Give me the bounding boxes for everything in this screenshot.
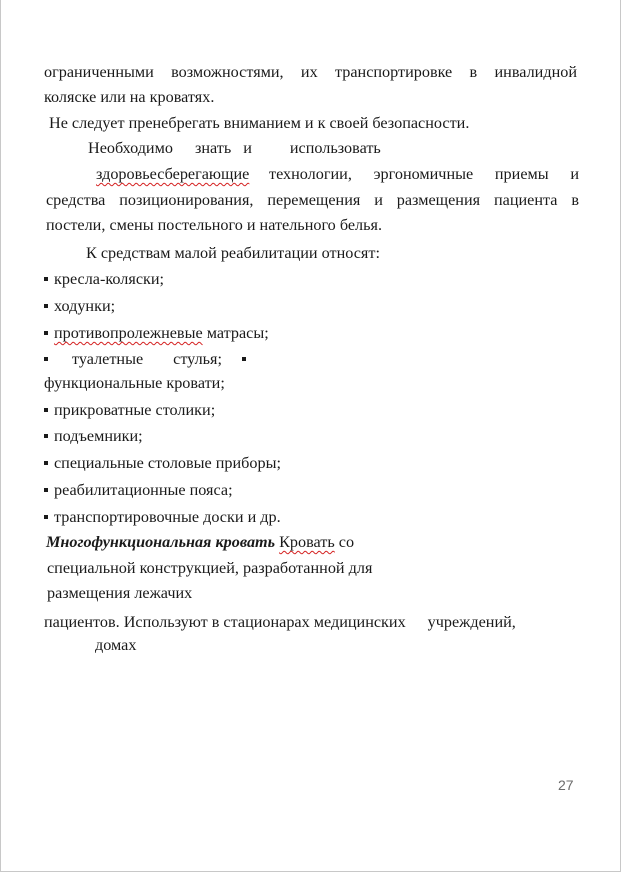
text-fragment: учреждений, xyxy=(427,613,516,631)
text-fragment: со xyxy=(334,533,355,551)
bullet-icon xyxy=(44,331,48,335)
bullet-icon xyxy=(44,515,48,519)
text-fragment: технологии, эргономичные приемы и xyxy=(269,165,579,183)
paragraph-line: коляске или на кроватях. xyxy=(44,88,215,106)
list-item-text: туалетные xyxy=(72,350,144,368)
paragraph-line xyxy=(96,164,579,184)
list-item xyxy=(44,400,215,420)
text-fragment: пациентов. Используют в стационарах медицинских xyxy=(44,613,406,631)
definition-line xyxy=(46,532,354,552)
definition-term: Многофункциональная кровать xyxy=(46,533,276,551)
bullet-icon xyxy=(44,461,48,465)
list-item-text: матрасы; xyxy=(202,324,269,342)
list-item-text: реабилитационные пояса; xyxy=(54,481,233,499)
paragraph-line: постели, смены постельного и нательного белья. xyxy=(46,216,382,234)
spellcheck-flagged-word[interactable]: противопролежневые xyxy=(54,324,203,342)
bullet-icon xyxy=(44,277,48,281)
list-item-text: стулья; xyxy=(173,350,222,368)
definition-line: размещения лежачих xyxy=(47,584,193,602)
paragraph-line: ограниченными возможностями, их транспортировке в инвалидной xyxy=(44,63,577,81)
text-word: Необходимо xyxy=(88,139,173,157)
list-item xyxy=(44,480,233,500)
list-item-text: специальные столовые приборы; xyxy=(54,454,281,472)
bullet-icon xyxy=(44,488,48,492)
list-item-text: ходунки; xyxy=(54,297,116,315)
list-item xyxy=(44,507,281,527)
text-word: использовать xyxy=(289,139,381,157)
definition-line xyxy=(44,612,516,632)
bullet-icon xyxy=(44,408,48,412)
spellcheck-flagged-word[interactable]: Кровать xyxy=(279,533,335,551)
bullet-icon xyxy=(44,357,48,361)
paragraph-line xyxy=(88,138,381,158)
list-item xyxy=(44,323,269,343)
list-item xyxy=(44,453,281,473)
bullet-icon xyxy=(44,434,48,438)
list-item-text: подъемники; xyxy=(54,427,143,445)
definition-line: домах xyxy=(95,636,137,654)
list-item-continuation: функциональные кровати; xyxy=(44,374,225,392)
text-word: знать xyxy=(194,139,232,157)
list-item-text: транспортировочные доски и др. xyxy=(54,508,281,526)
list-item xyxy=(44,269,164,289)
list-item-text: прикроватные столики; xyxy=(54,401,216,419)
bullet-icon xyxy=(242,357,246,361)
spellcheck-flagged-word[interactable]: здоровьесберегающие xyxy=(96,165,250,183)
list-item xyxy=(44,426,143,446)
list-item xyxy=(44,296,115,316)
text-word: и xyxy=(243,139,252,157)
list-item xyxy=(44,349,252,369)
list-item-text: кресла-коляски; xyxy=(54,270,165,288)
bullet-icon xyxy=(44,304,48,308)
list-intro: К средствам малой реабилитации относят: xyxy=(86,244,380,262)
definition-line: специальной конструкцией, разработанной для xyxy=(47,559,373,577)
paragraph-line: Не следует пренебрегать вниманием и к своей безопасности. xyxy=(49,114,470,132)
paragraph-line: средства позиционирования, перемещения и размещения пациента в xyxy=(46,191,579,209)
page-number: 27 xyxy=(558,777,574,793)
